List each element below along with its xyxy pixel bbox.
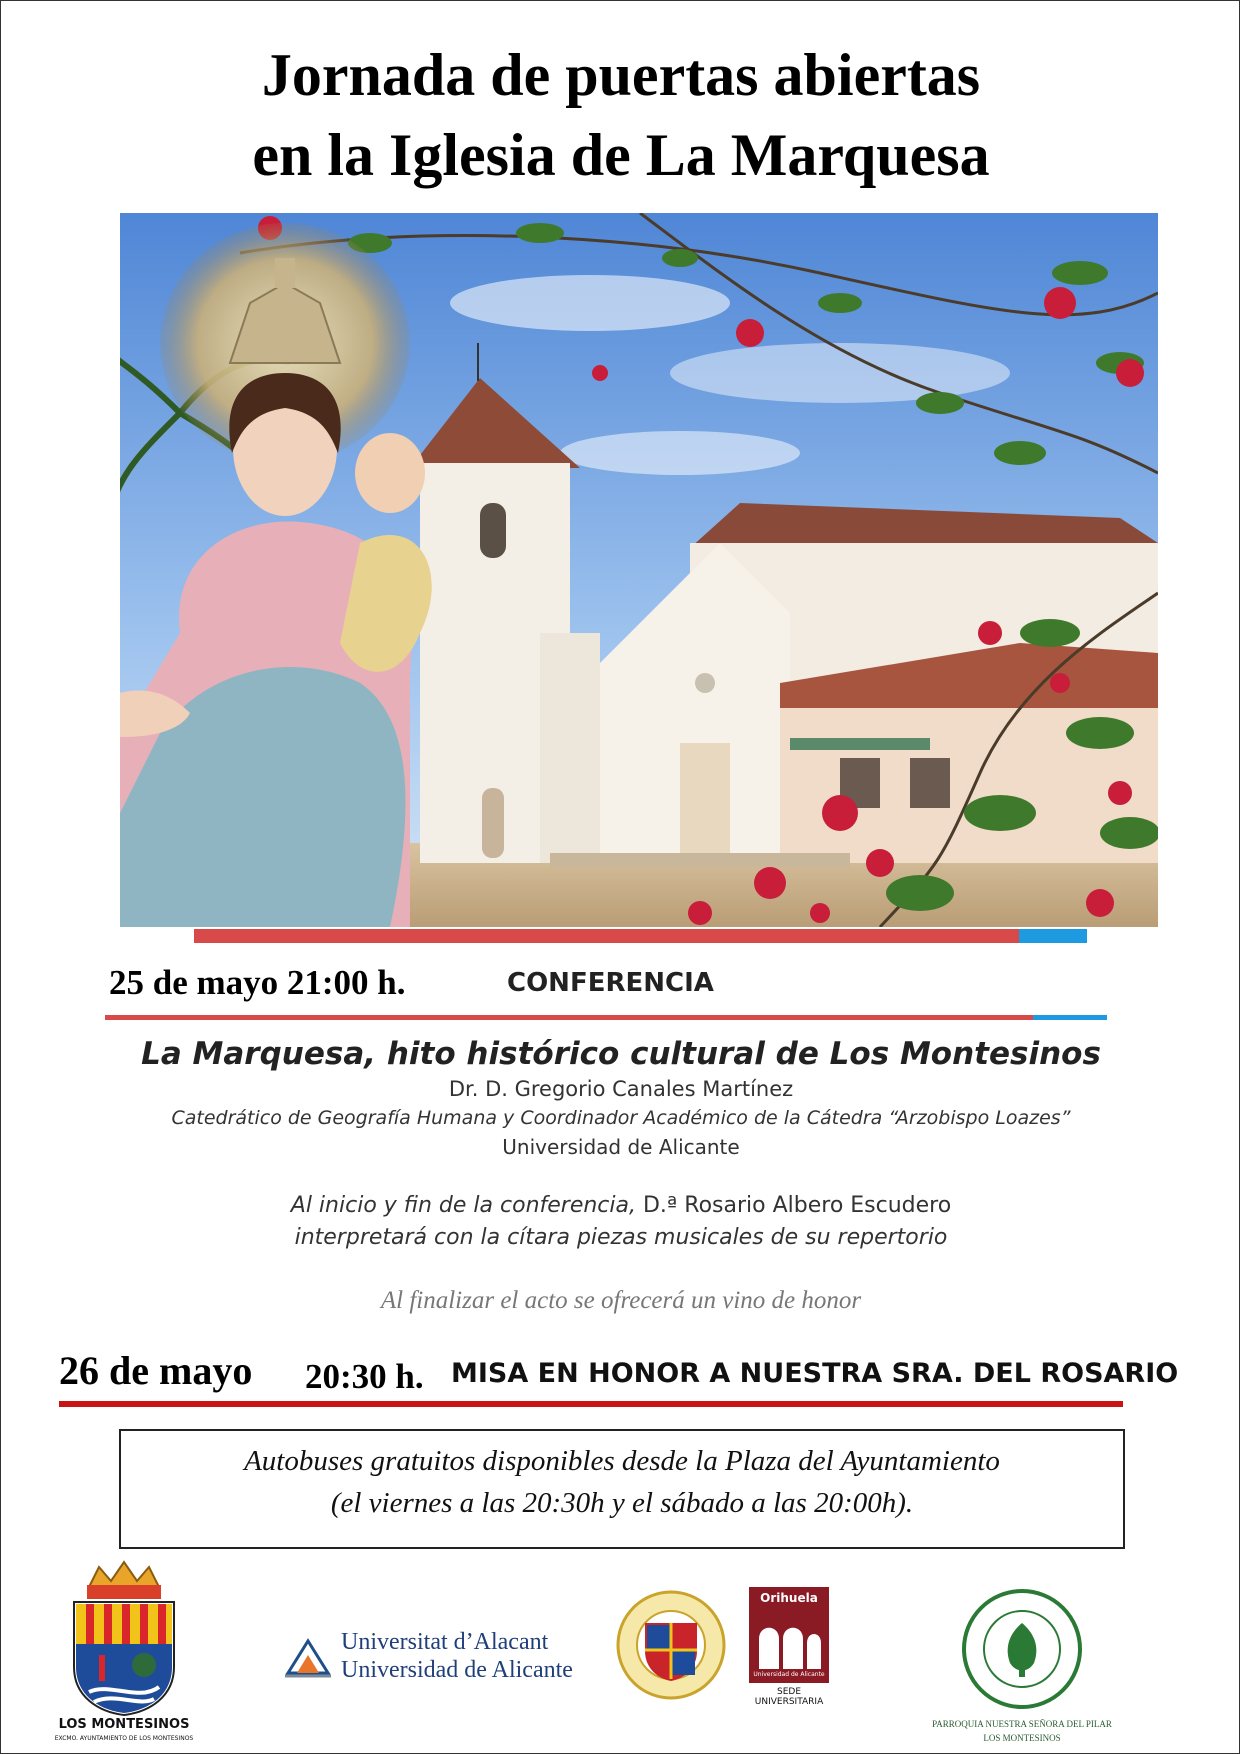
mass-rule [59, 1401, 1123, 1407]
conference-date: 25 de mayo 21:00 h. [109, 963, 406, 1002]
logo-sede-orihuela [749, 1587, 829, 1707]
poster-title-line2: en la Iglesia de La Marquesa [252, 122, 990, 188]
speaker-name: Dr. D. Gregorio Canales Martínez [448, 1077, 794, 1101]
montesinos-coat-of-arms-icon [49, 1557, 199, 1717]
speaker-university: Universidad de Alicante [502, 1135, 740, 1159]
parroquia-seal-icon [960, 1587, 1084, 1711]
bus-line-1: Autobuses gratuitos disponibles desde la Plaza del Ayuntamiento [244, 1445, 1000, 1477]
music-line-2: interpretará con la cítara piezas musicales de su repertorio [294, 1225, 948, 1250]
ua-line-1: Universitat d’Alacant [341, 1629, 549, 1655]
wine-note: Al finalizar el acto se ofrecerá un vino de honor [380, 1287, 862, 1314]
catedra-seal-icon [615, 1589, 727, 1701]
poster-title-line1: Jornada de puertas abiertas [261, 42, 981, 108]
bus-notice-box [119, 1429, 1125, 1549]
musician-name: D.ª Rosario Albero Escudero [636, 1193, 952, 1218]
conference-rule-red [105, 1015, 1033, 1020]
mass-label: MISA EN HONOR A NUESTRA SRA. DEL ROSARIO [451, 1358, 1179, 1389]
parroquia-line-1: PARROQUIA NUESTRA SEÑORA DEL PILAR [932, 1719, 1112, 1729]
music-line-1 [1, 1193, 1240, 1218]
bus-line-2: (el viernes a las 20:30h y el sábado a las 20:00h). [330, 1487, 914, 1519]
logo-catedra-loazes [615, 1589, 727, 1701]
photo-bar-blue [1019, 929, 1087, 943]
mass-date: 26 de mayo [59, 1348, 253, 1393]
orihuela-bottom: SEDE UNIVERSITARIA [754, 1687, 824, 1707]
logo-universidad-alicante [283, 1625, 603, 1685]
ua-line-2: Universidad de Alicante [341, 1657, 573, 1683]
conference-label: CONFERENCIA [507, 968, 714, 998]
photo-bar-red [194, 929, 1019, 943]
montesinos-sub: EXCMO. AYUNTAMIENTO DE LOS MONTESINOS [54, 1735, 194, 1742]
talk-title: La Marquesa, hito histórico cultural de Los Montesinos [141, 1036, 1101, 1072]
church-illustration [120, 213, 1158, 927]
arches-icon [749, 1609, 829, 1669]
mass-time: 20:30 h. [305, 1357, 424, 1396]
montesinos-name: LOS MONTESINOS [58, 1717, 190, 1732]
conference-rule-blue [1033, 1015, 1107, 1020]
logo-los-montesinos [49, 1557, 199, 1747]
ua-icon [283, 1633, 333, 1679]
orihuela-mid: Universidad de Alicante [753, 1671, 825, 1678]
logo-parroquia-pilar [917, 1587, 1127, 1747]
church-photo [120, 213, 1158, 927]
music-intro: Al inicio y fin de la conferencia, [290, 1193, 636, 1218]
speaker-role: Catedrático de Geografía Humana y Coordinador Académico de la Cátedra “Arzobispo Loazes” [171, 1107, 1071, 1129]
parroquia-line-2: LOS MONTESINOS [983, 1733, 1061, 1743]
orihuela-top: Orihuela [760, 1591, 818, 1605]
